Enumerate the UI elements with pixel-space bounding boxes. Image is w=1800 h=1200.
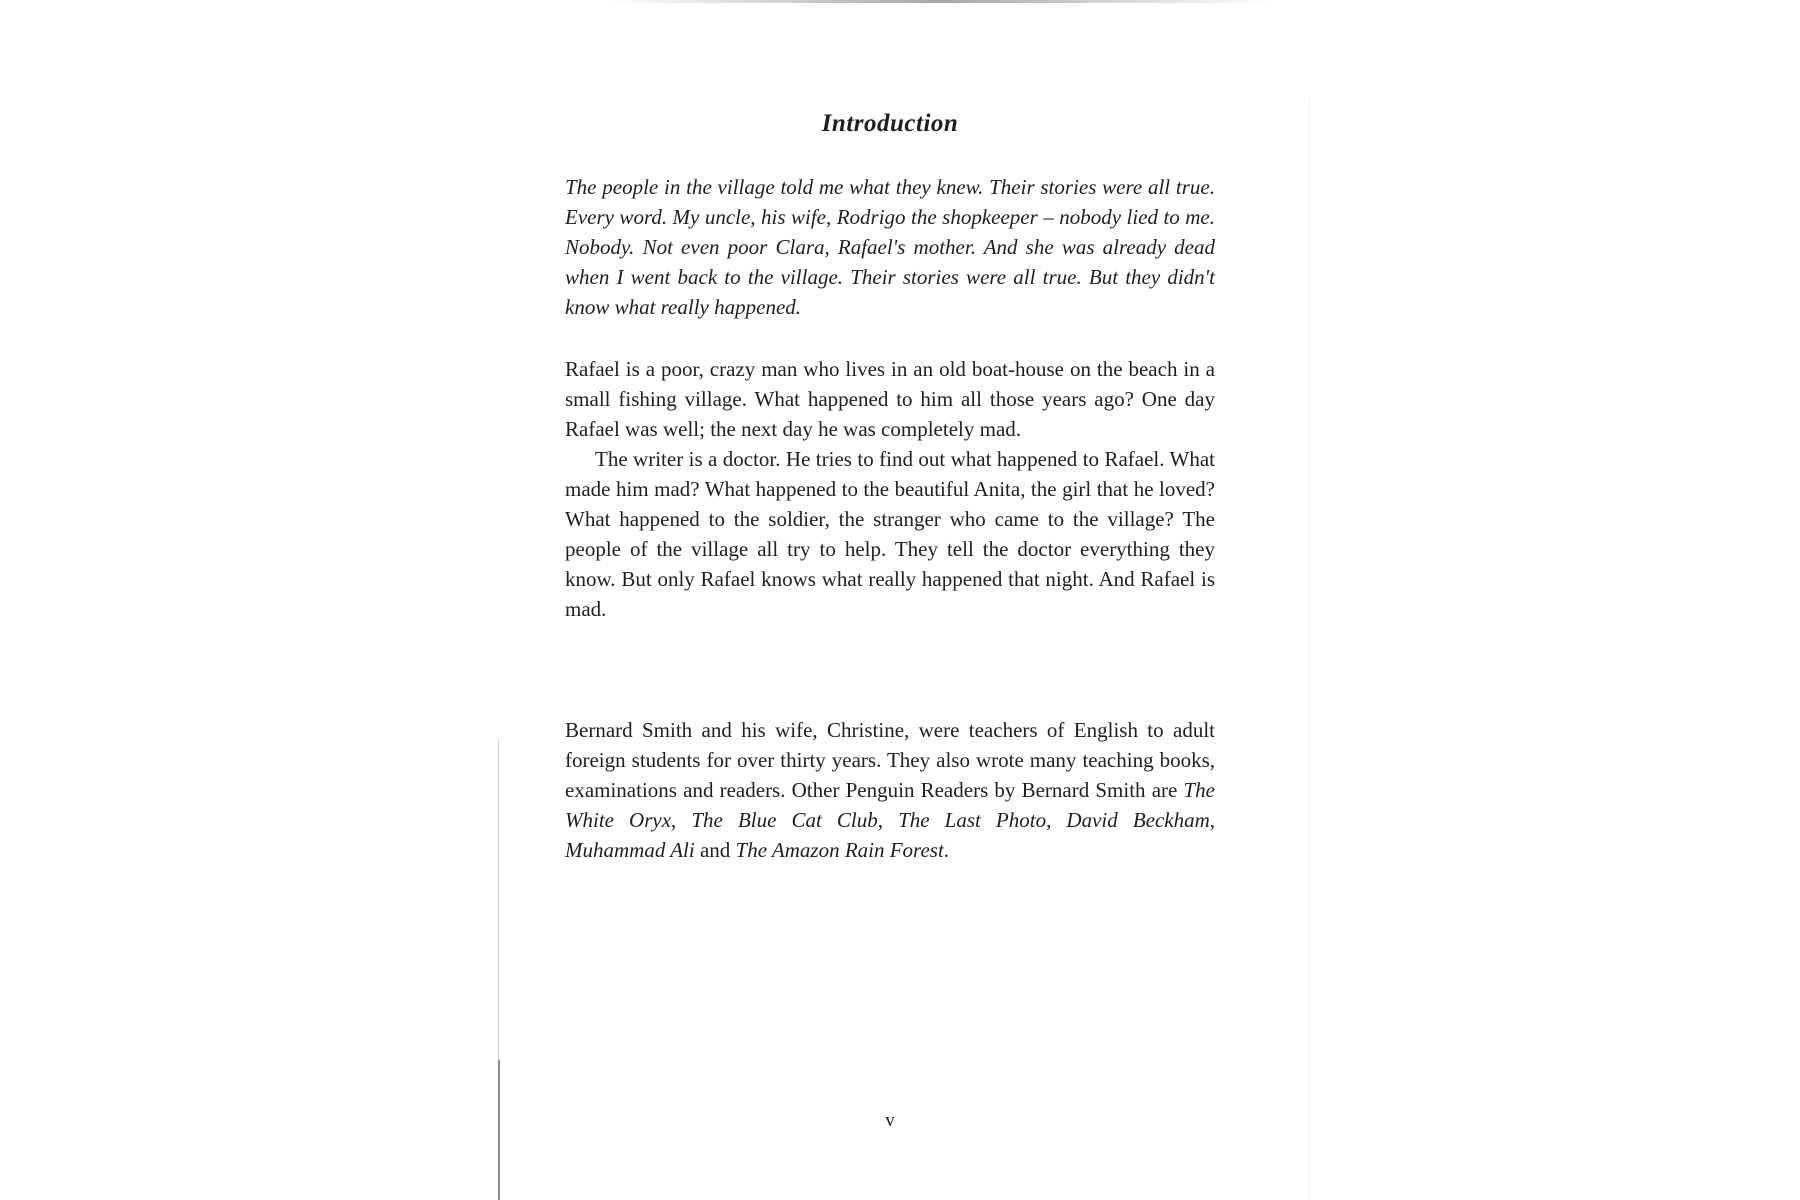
author-note [565, 715, 1215, 865]
epigraph [565, 172, 1215, 322]
epigraph-text: The people in the village told me what they knew. Their stories were all true. Every word. My uncle, his wife, Rodrigo the shopkeeper – nobody lied to me. Nobody. Not even poor Clara, Rafael's mother. And she was already dead when I went back to the village. Their stories were all true. But they didn't know what really happened. [565, 175, 1215, 319]
title-separator: , [671, 808, 692, 832]
summary-paragraph-1: Rafael is a poor, crazy man who lives in an old boat-house on the beach in a small fishing village. What happened to him all those years ago? One day Rafael was well; the next day he was completely mad. [565, 357, 1215, 441]
author-note-paragraph [565, 715, 1215, 865]
book-title: David Beckham [1066, 808, 1210, 832]
scan-top-shadow [610, 0, 1270, 3]
author-note-intro: Bernard Smith and his wife, Christine, were teachers of English to adult foreign students for over thirty years. They also wrote many teaching books, examinations and readers. Other Penguin Readers by Bernard Smith are [565, 718, 1215, 802]
book-title: Muhammad Ali [565, 838, 695, 862]
book-title: The White Oryx [565, 778, 1215, 832]
book-title: The Last Photo [898, 808, 1047, 832]
book-page [565, 110, 1215, 1170]
title-separator: , [1046, 808, 1067, 832]
page-right-edge [1309, 100, 1310, 1200]
page-number: v [885, 1110, 895, 1131]
title-separator: , [877, 808, 899, 832]
story-summary [565, 354, 1215, 624]
page-binding-edge [498, 1060, 500, 1200]
book-title: The Amazon Rain Forest [735, 838, 944, 862]
book-title: The Blue Cat Club [691, 808, 878, 832]
title-conjunction: and [694, 838, 736, 862]
title-separator: , [1209, 808, 1216, 832]
summary-paragraph-2: The writer is a doctor. He tries to find out what happened to Rafael. What made him mad? What happened to the beautiful Anita, the girl that he loved? What happened to the soldier, the stranger who came to the village? The people of the village all try to help. They tell the doctor everything they know. But only Rafael knows what really happened that night. And Rafael is mad. [565, 447, 1215, 621]
sentence-end: . [943, 838, 950, 862]
page-title: Introduction [821, 110, 959, 137]
